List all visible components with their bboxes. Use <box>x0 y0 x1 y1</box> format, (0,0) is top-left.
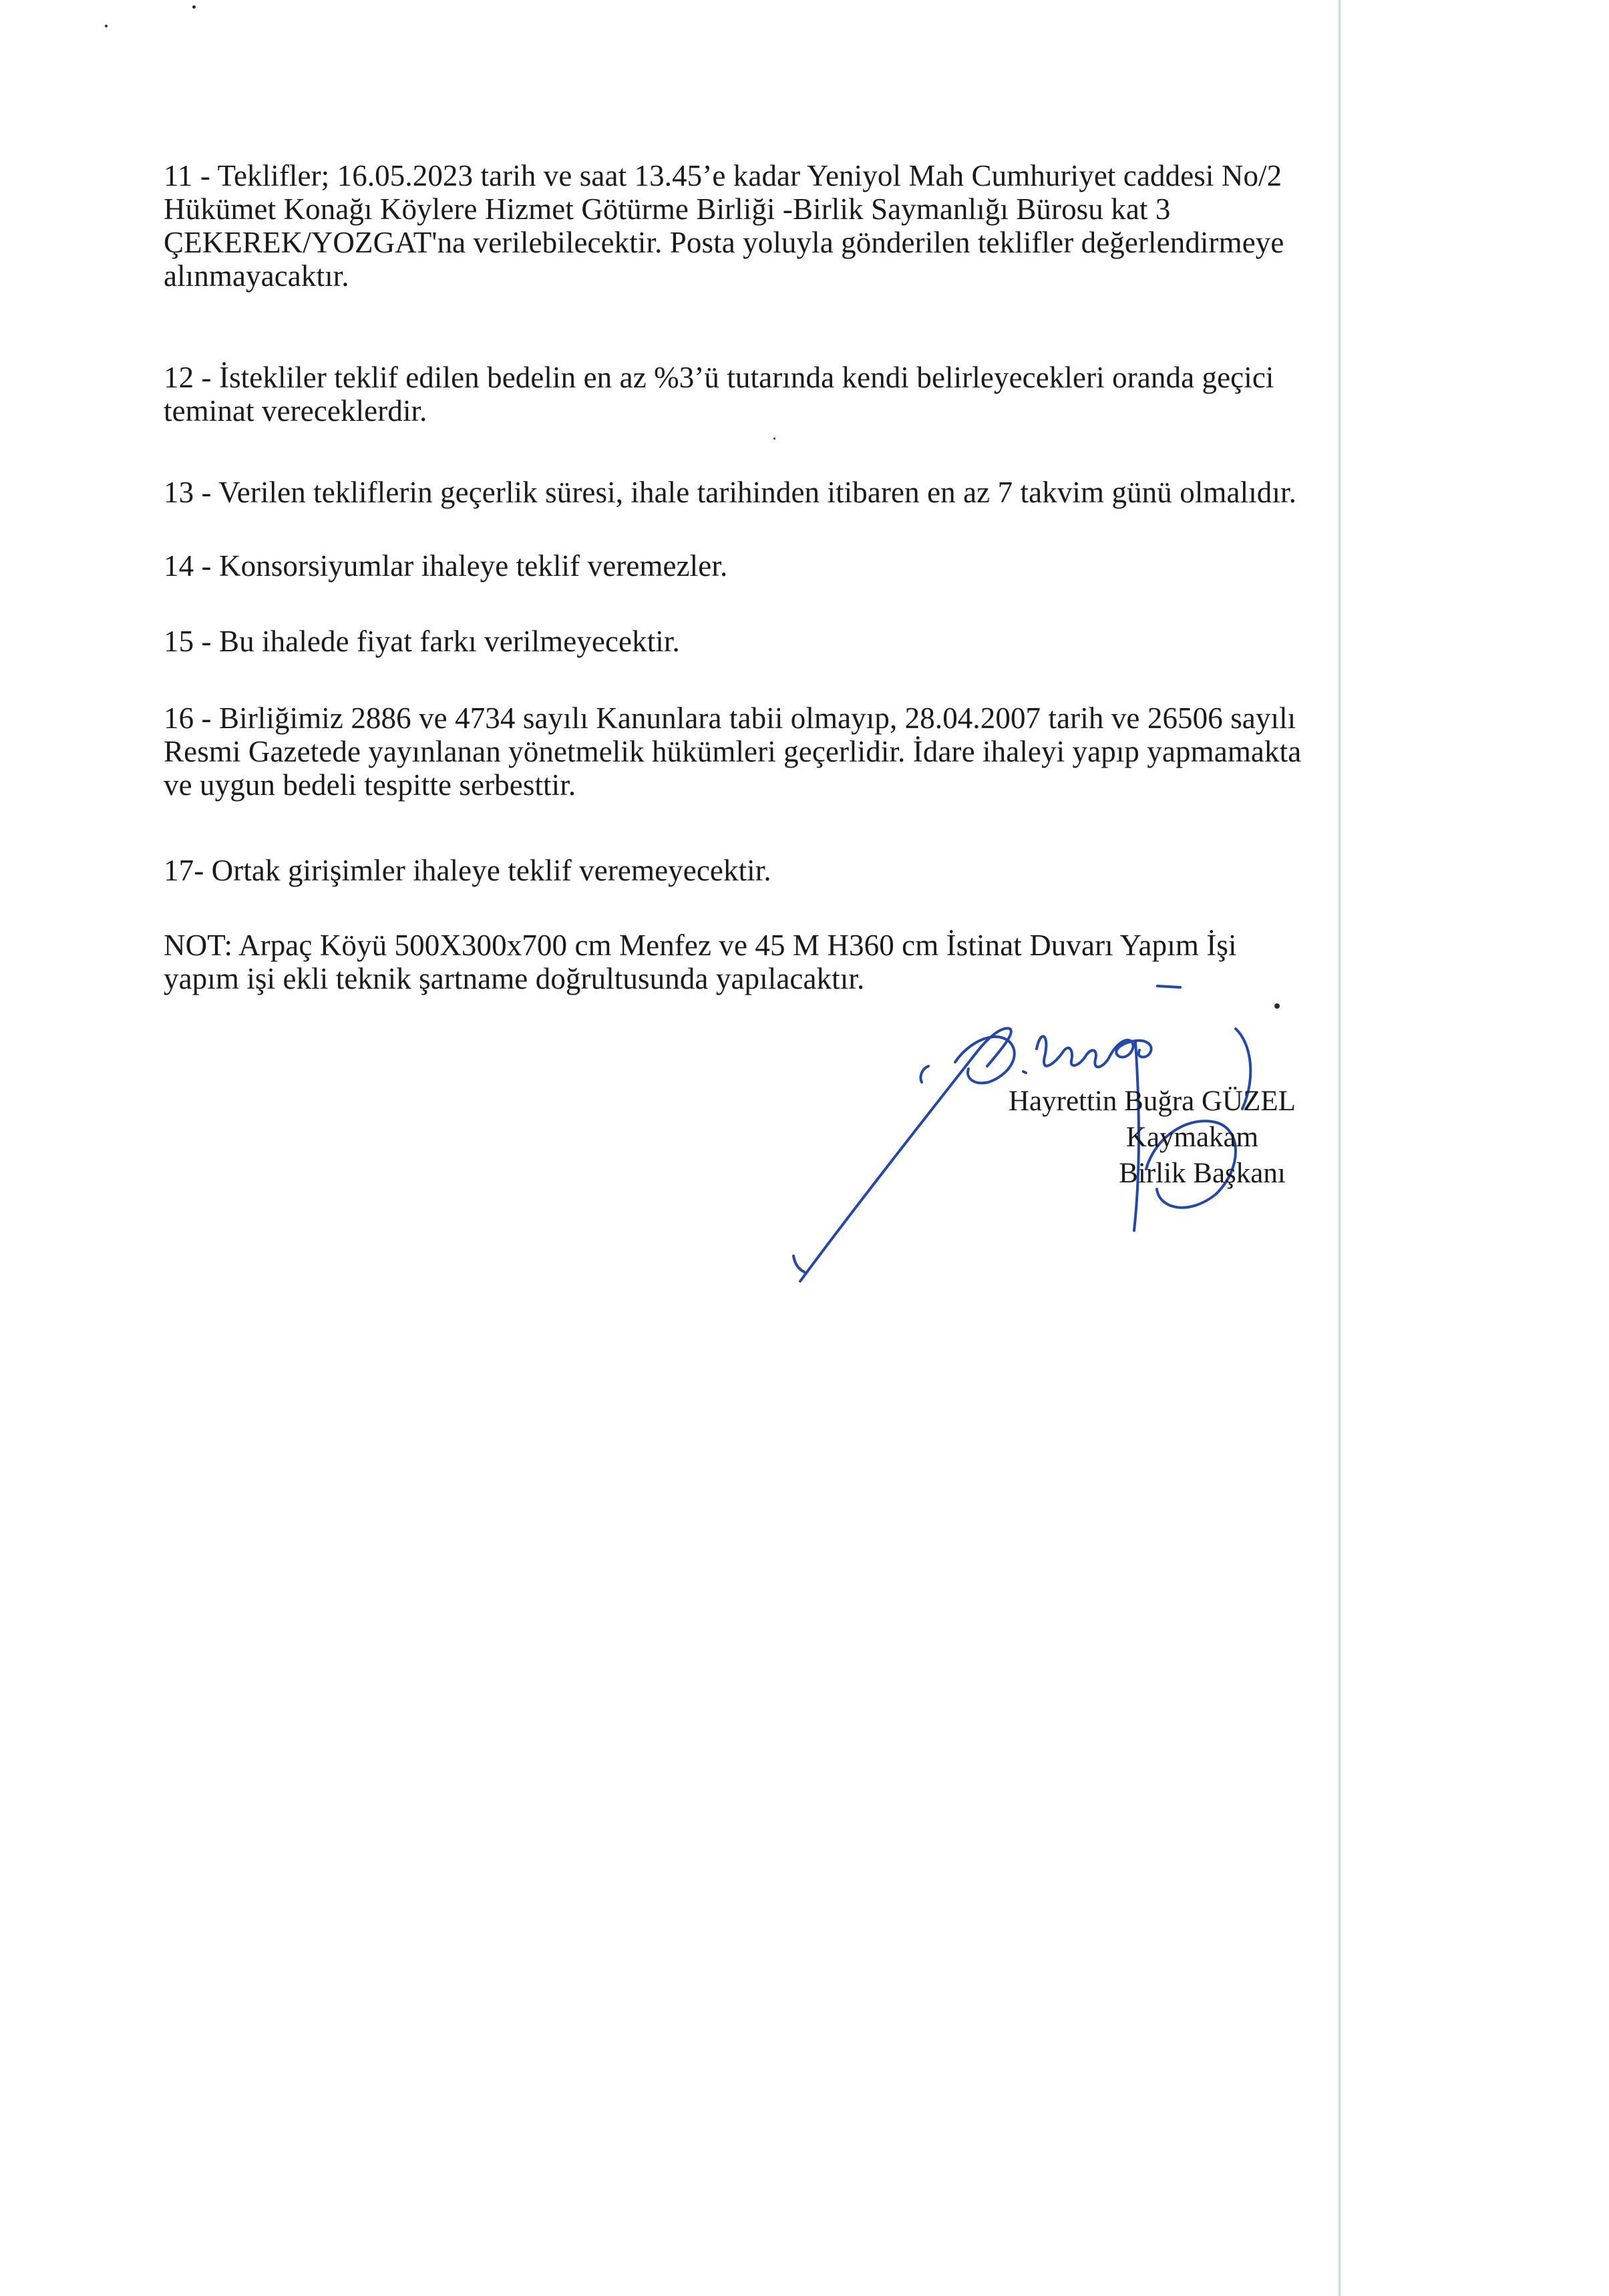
clause-11-line-3: ÇEKEREK/YOZGAT'na verilebilecektir. Posta yoluyla gönderilen teklifler değerlendirmeye <box>164 226 1284 259</box>
clause-16-line-2: Resmi Gazetede yayınlanan yönetmelik hükümleri geçerlidir. İdare ihaleyi yapıp yapmamakta <box>164 735 1302 768</box>
signature-stroke <box>1037 1036 1109 1067</box>
clause-17-line-1: 17- Ortak girişimler ihaleye teklif veremeyecektir. <box>164 854 771 887</box>
clause-17 <box>164 854 1433 887</box>
note-line-2: yapım işi ekli teknik şartname doğrultusunda yapılacaktır. <box>164 962 865 995</box>
clause-13-line-1: 13 - Verilen tekliflerin geçerlik süresi, ihale tarihinden itibaren en az 7 takvim günü olmalıdır. <box>164 476 1296 509</box>
clause-11-line-2: Hükümet Konağı Köylere Hizmet Götürme Birliği -Birlik Saymanlığı Bürosu kat 3 <box>164 192 1171 226</box>
clause-13 <box>164 476 1433 509</box>
signature-stroke <box>1109 1040 1151 1058</box>
scan-speck <box>773 438 775 440</box>
clause-12-line-1: 12 - İstekliler teklif edilen bedelin en az %3’ü tutarında kendi belirleyecekleri oranda geçici <box>164 361 1274 394</box>
signatory-block <box>995 1084 1349 1192</box>
signatory-title: Kaymakam <box>1125 1122 1259 1153</box>
signature-stroke <box>800 1028 1011 1281</box>
clause-16-line-3: ve uygun bedeli tespitte serbesttir. <box>164 768 576 802</box>
signature-stroke <box>1023 1072 1026 1073</box>
clause-15 <box>164 625 1433 658</box>
clause-15-line-1: 15 - Bu ihalede fiyat farkı verilmeyecektir. <box>164 625 680 658</box>
clause-11-line-1: 11 - Teklifler; 16.05.2023 tarih ve saat 13.45’e kadar Yeniyol Mah Cumhuriyet caddesi No/2 <box>164 159 1282 192</box>
signature-stroke <box>793 1256 804 1272</box>
note-paragraph <box>164 929 1433 995</box>
signature-stroke <box>1157 986 1180 987</box>
clause-11-line-4: alınmayacaktır. <box>164 259 349 293</box>
clause-14 <box>164 549 1433 583</box>
signatory-office: Birlik Başkanı <box>1119 1158 1286 1189</box>
note-line-1: NOT: Arpaç Köyü 500X300x700 cm Menfez ve 45 M H360 cm İstinat Duvarı Yapım İşi <box>164 929 1237 962</box>
signature-stroke <box>920 1066 928 1082</box>
clause-12 <box>164 361 1433 428</box>
scan-speck <box>105 25 108 27</box>
signatory-name: Hayrettin Buğra GÜZEL <box>1009 1086 1296 1117</box>
clause-16 <box>164 701 1433 802</box>
clause-12-line-2: teminat vereceklerdir. <box>164 394 427 428</box>
clause-16-line-1: 16 - Birliğimiz 2886 ve 4734 sayılı Kanunlara tabii olmayıp, 28.04.2007 tarih ve 26506 sayılı <box>164 701 1296 735</box>
clause-14-line-1: 14 - Konsorsiyumlar ihaleye teklif veremezler. <box>164 549 728 583</box>
clause-11 <box>164 159 1433 293</box>
scan-speck <box>192 5 196 9</box>
